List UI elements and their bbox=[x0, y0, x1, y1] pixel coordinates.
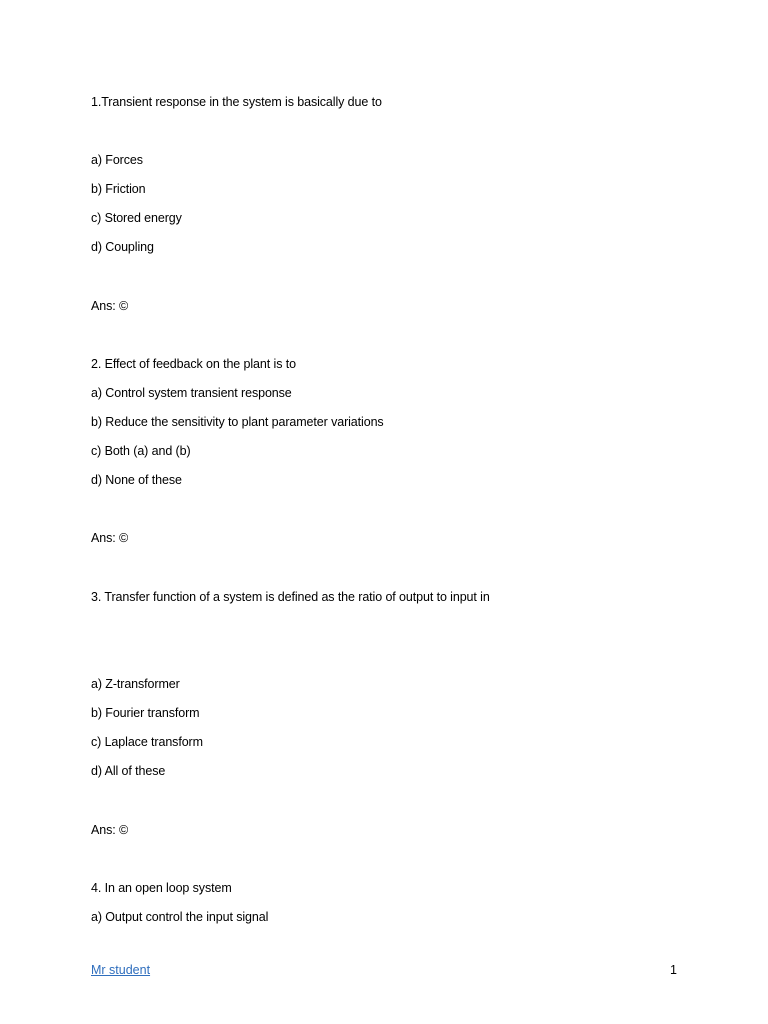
question-1-text: 1.Transient response in the system is basically due to bbox=[91, 95, 382, 109]
question-1-option-b: b) Friction bbox=[91, 182, 146, 196]
question-2-option-a: a) Control system transient response bbox=[91, 386, 292, 400]
question-3-option-c: c) Laplace transform bbox=[91, 735, 203, 749]
question-1-option-d: d) Coupling bbox=[91, 240, 154, 254]
question-3-option-a: a) Z-transformer bbox=[91, 677, 180, 691]
question-3-option-d: d) All of these bbox=[91, 764, 166, 778]
question-1-answer: Ans: © bbox=[91, 299, 129, 313]
question-2-option-b: b) Reduce the sensitivity to plant parameter variations bbox=[91, 415, 384, 429]
footer-author-link[interactable]: Mr student bbox=[91, 963, 151, 977]
question-1-option-a: a) Forces bbox=[91, 153, 143, 167]
question-3-answer: Ans: © bbox=[91, 823, 129, 837]
question-2-answer: Ans: © bbox=[91, 531, 129, 545]
question-3-option-b: b) Fourier transform bbox=[91, 706, 200, 720]
question-4-text: 4. In an open loop system bbox=[91, 881, 232, 895]
page-number: 1 bbox=[670, 963, 677, 977]
question-2-option-d: d) None of these bbox=[91, 473, 182, 487]
question-1-option-c: c) Stored energy bbox=[91, 211, 182, 225]
question-2-option-c: c) Both (a) and (b) bbox=[91, 444, 191, 458]
question-3-text: 3. Transfer function of a system is defined as the ratio of output to input in bbox=[91, 590, 490, 604]
question-4-option-a: a) Output control the input signal bbox=[91, 910, 269, 924]
question-2-text: 2. Effect of feedback on the plant is to bbox=[91, 357, 296, 371]
